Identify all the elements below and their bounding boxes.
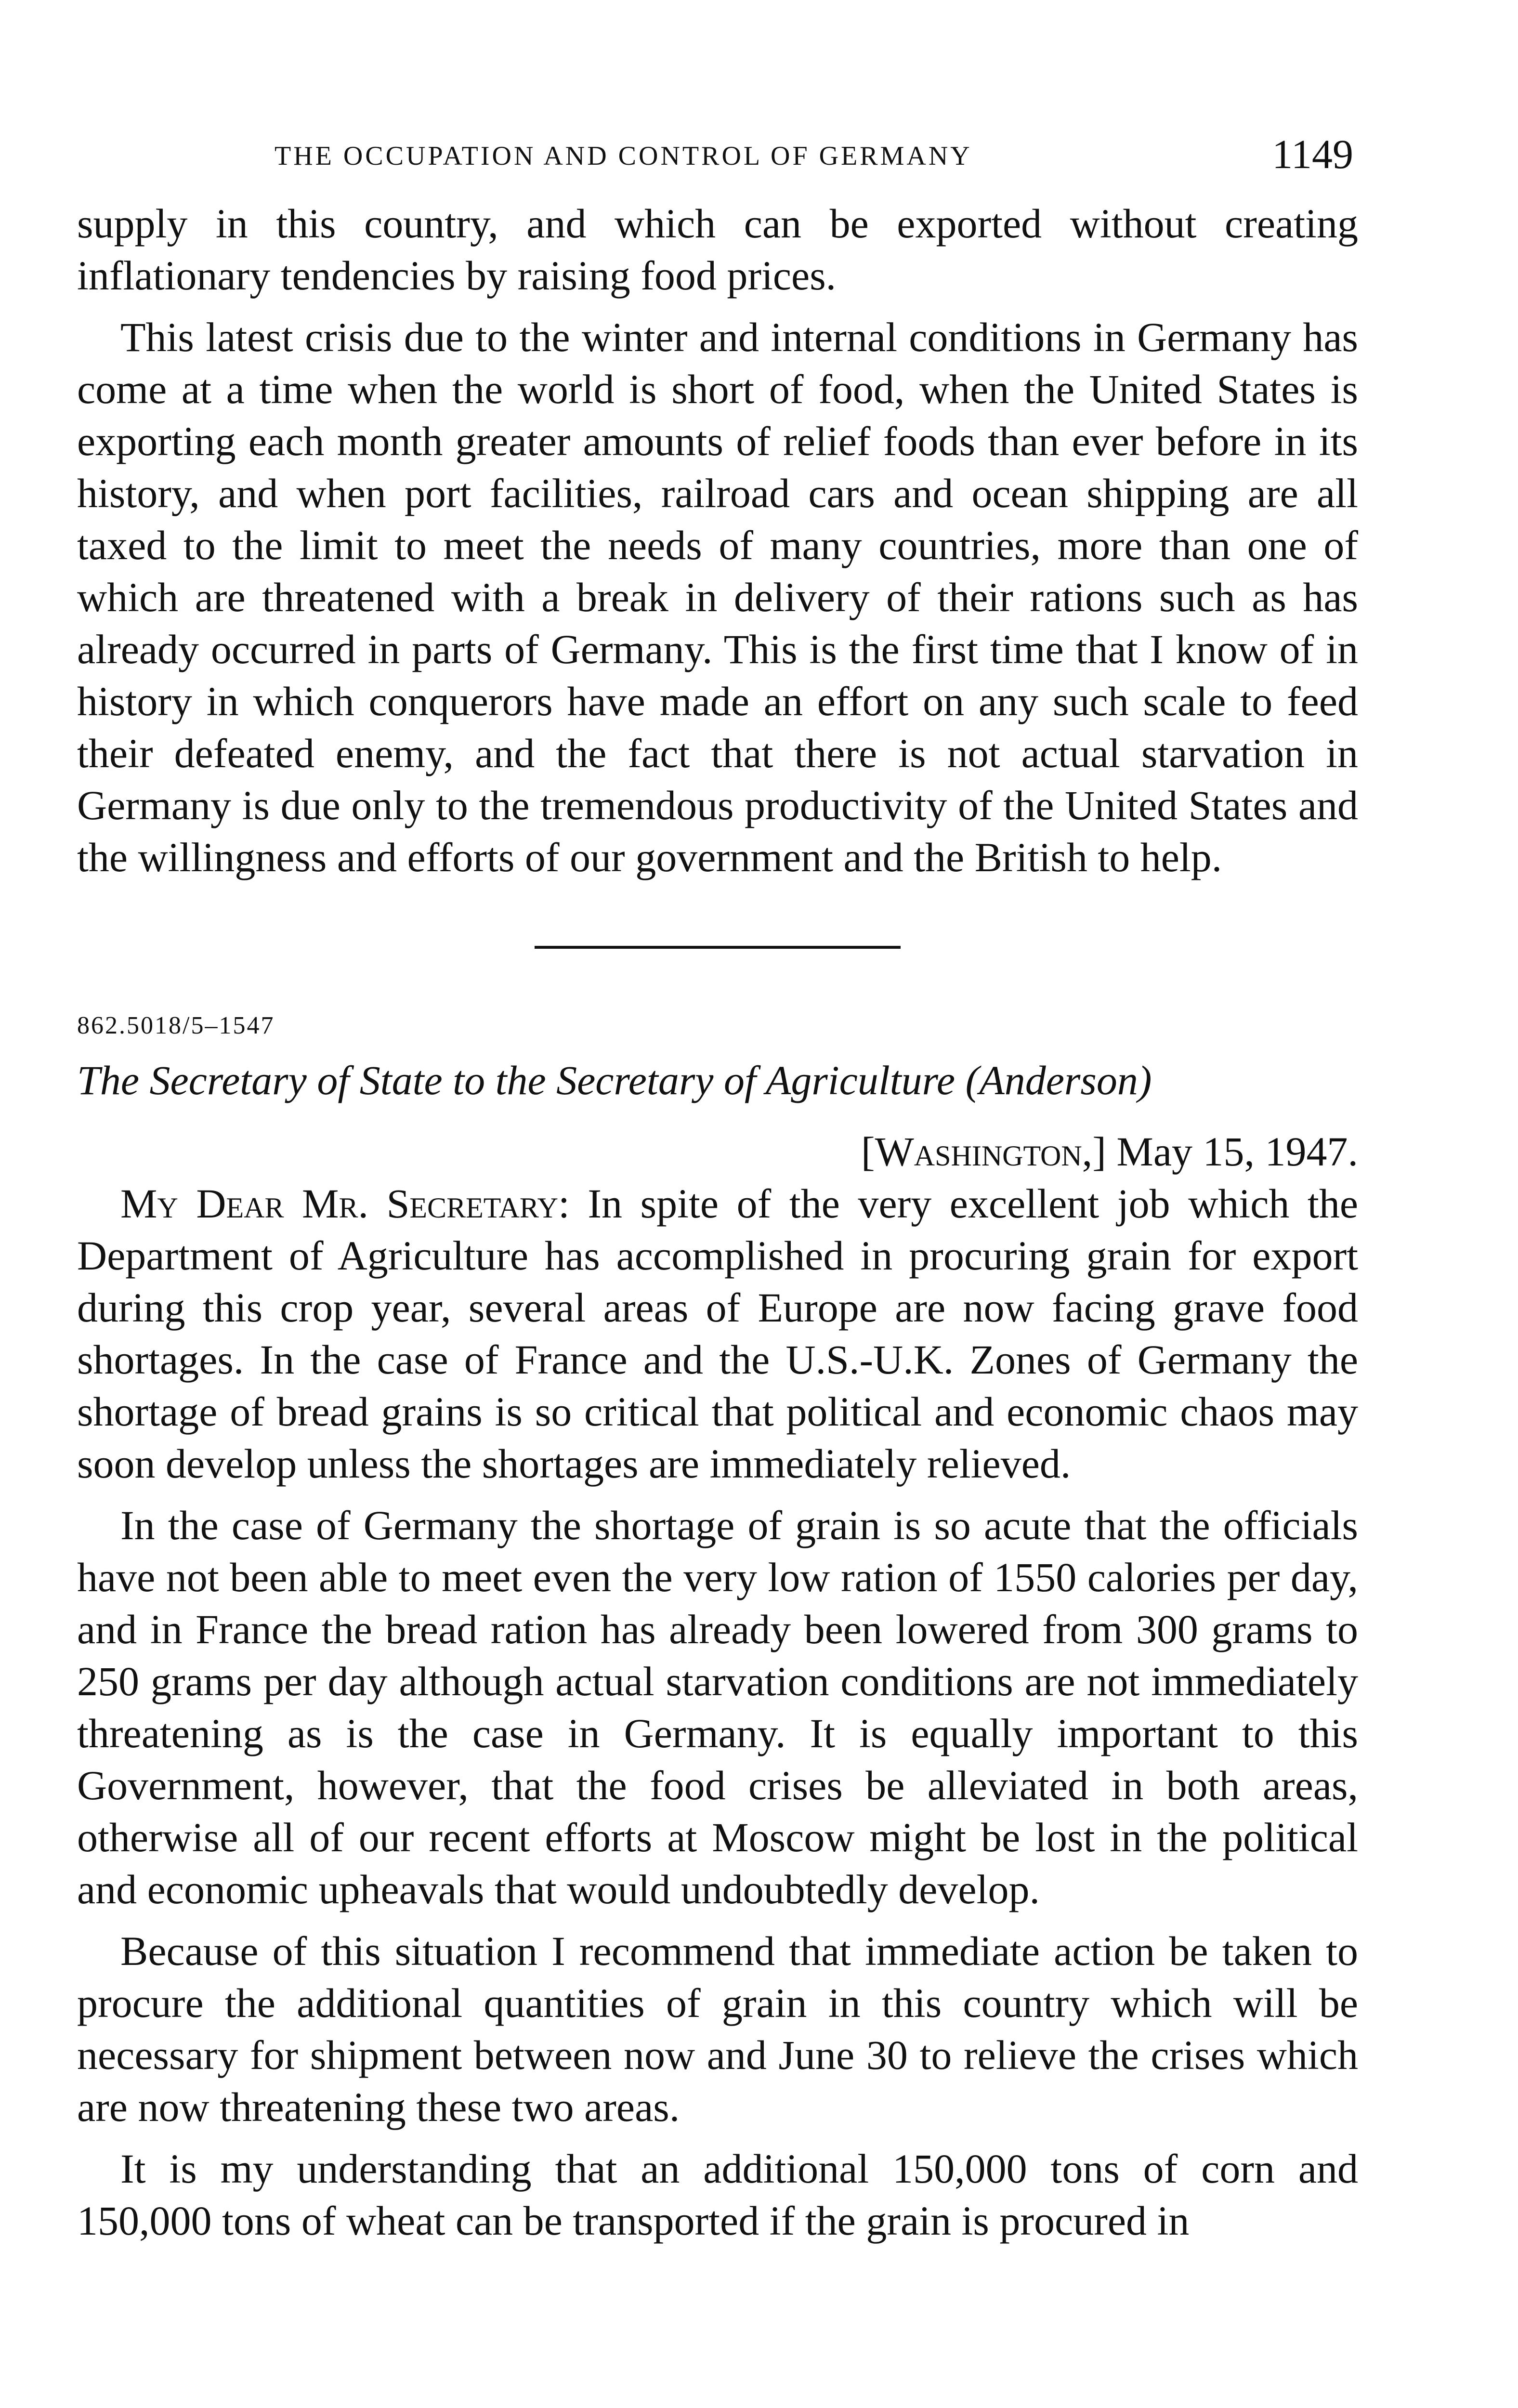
running-header: [77, 130, 1358, 197]
letter-paragraph-2: In the case of Germany the shortage of grain is so acute that the officials have not been able to meet even the very low ration of 1550 calories per day, and in France the bread ration has already been lowered from 300 grams to 250 grams per day although actual starvation conditions are not immediately threatening as is the case in Germany. It is equally important to this Government, however, that the food crises be alleviated in both areas, otherwise all of our recent efforts at Moscow might be lost in the political and economic upheavals that would undoubtedly develop.: [77, 1502, 1358, 1912]
page-number: 1149: [1272, 131, 1353, 177]
dateline-place: [Washington,]: [861, 1128, 1106, 1175]
section-divider: [535, 946, 901, 949]
paragraph-crisis: This latest crisis due to the winter and internal conditions in Germany has come at a time when the world is short of food, when the United States is exporting each month greater amounts of relief foods than ever before in its history, and when port facilities, railroad cars and ocean shipping are all taxed to the limit to meet the needs of many countries, more than one of which are threatened with a break in delivery of their rations such as has already occurred in parts of Germany. This is the first time that I know of in history in which conquerors have made an effort on any such scale to feed their defeated enemy, and the fact that there is not actual starvation in Germany is due only to the tremendous productivity of the United States and the willingness and efforts of our government and the British to help.: [77, 314, 1358, 880]
letter-paragraph-3: Because of this situation I recommend that immediate action be taken to procure the additional quantities of grain in this country which will be necessary for shipment between now and June 30 to relieve the crises which are now threatening these two areas.: [77, 1928, 1358, 2130]
document-page: [77, 130, 1358, 2247]
paragraph-continuation: supply in this country, and which can be exported without creating inflationary tendencies by raising food prices.: [77, 200, 1358, 299]
letter-paragraph-4: It is my understanding that an additional 150,000 tons of corn and 150,000 tons of wheat can be transported if the grain is procured in: [77, 2146, 1358, 2244]
running-title: THE OCCUPATION AND CONTROL OF GERMANY: [275, 141, 972, 171]
document-title: The Secretary of State to the Secretary of Agriculture (Anderson): [77, 1057, 1152, 1103]
letter-paragraph-1: [77, 1178, 1358, 1490]
dateline-date: May 15, 1947.: [1116, 1128, 1358, 1175]
dateline: [77, 1125, 1358, 1178]
letter-paragraph-1-text: In spite of the very excellent job which the Department of Agriculture has accomplished in procuring grain for export during this crop year, several areas of Europe are now facing grave food shortages. In the case of France and the U.S.-U.K. Zones of Germany the shortage of bread grains is so critical that political and economic chaos may soon develop unless the shortages are immediately relieved.: [77, 1180, 1358, 1487]
file-number: 862.5018/5–1547: [77, 1012, 275, 1039]
salutation: My Dear Mr. Secretary:: [120, 1180, 570, 1227]
